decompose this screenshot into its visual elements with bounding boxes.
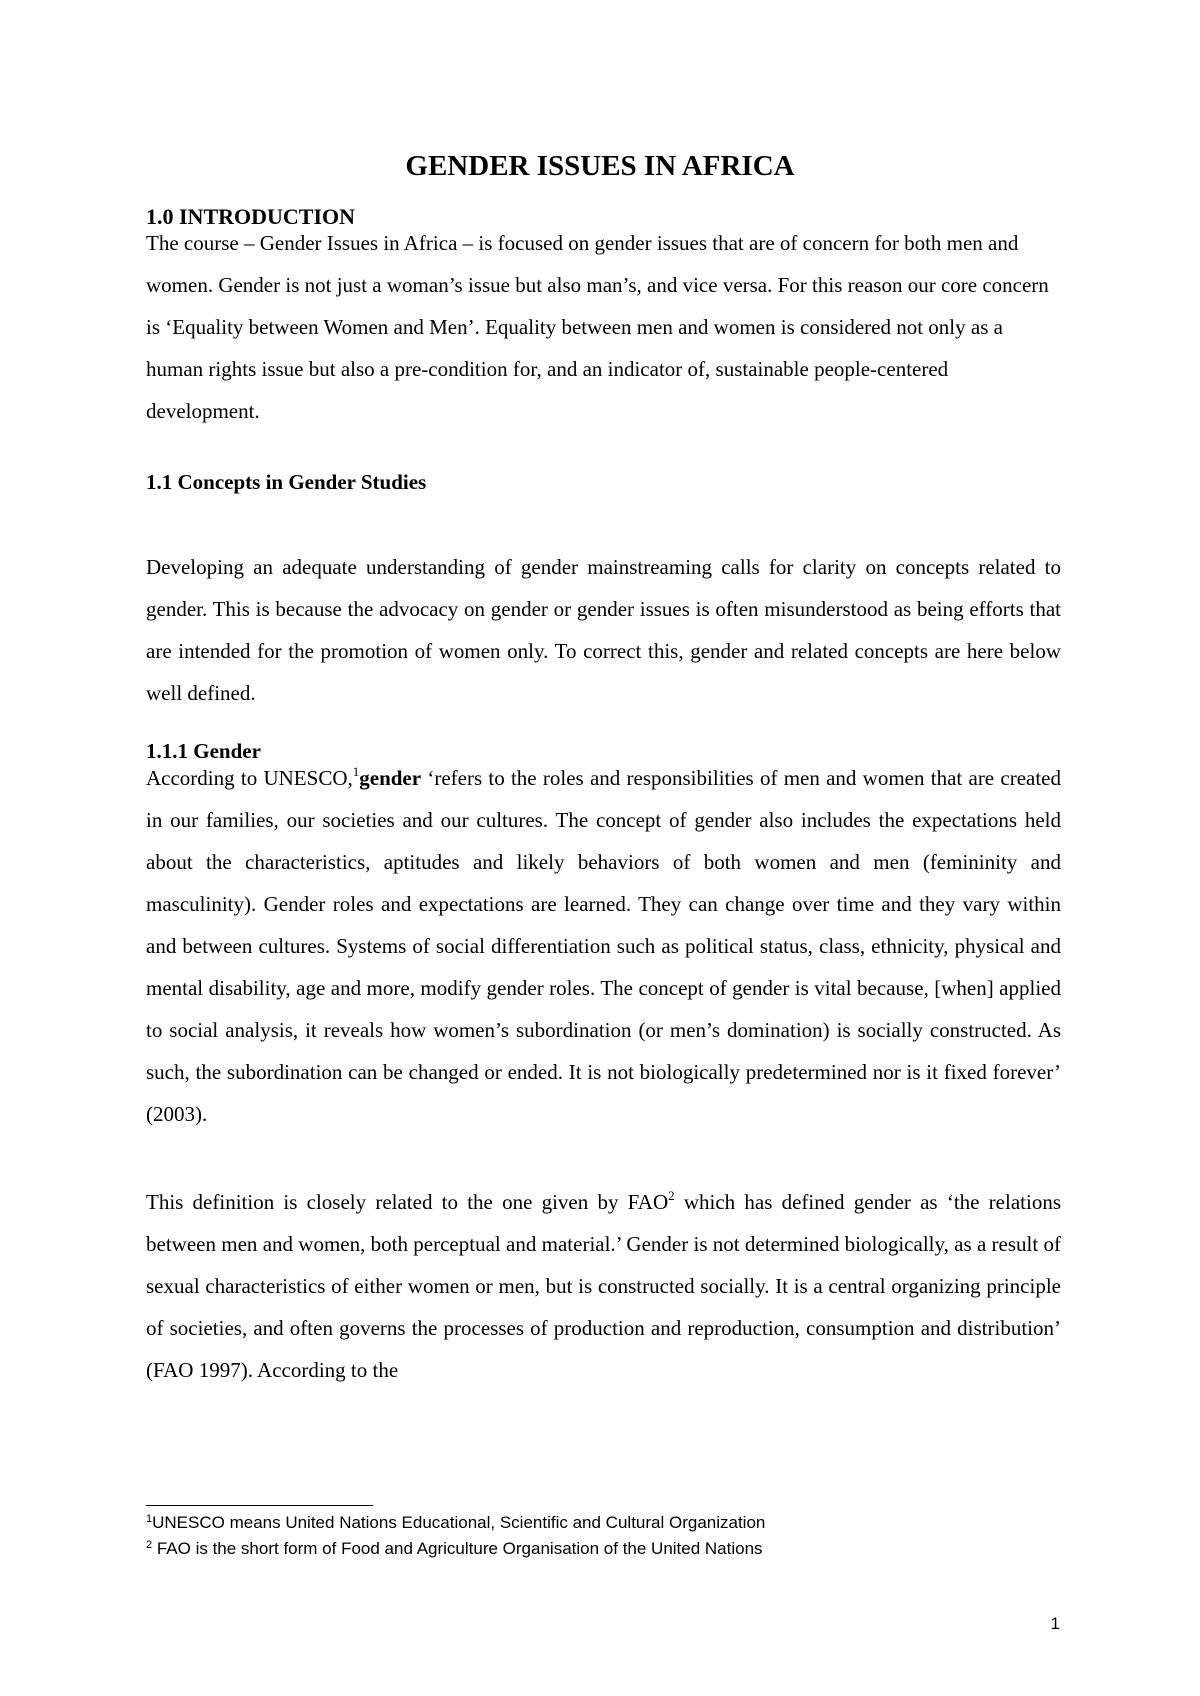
gender-p2-rest: which has defined gender as ‘the relations between men and women, both perceptual and material.’ Gender is not determined biologically, as a result of sexual characteristics of either women or men, but is constructed socially. It is a central organizing principle of societies, and often governs the processes of production and reproduction, consumption and distribution’ (FAO 1997). According to the [146, 1190, 1061, 1382]
gender-p2-lead: This definition is closely related to the one given by FAO [146, 1190, 669, 1214]
gender-term: gender [359, 766, 422, 790]
footnote-2-text: FAO is the short form of Food and Agriculture Organisation of the United Nations [152, 1539, 763, 1558]
page-number: 1 [1050, 1614, 1060, 1633]
footnote-ref-2[interactable]: 2 [668, 1188, 675, 1203]
footnote-1-marker: 1 [146, 1513, 153, 1525]
section-heading-gender: 1.1.1 Gender [146, 739, 261, 763]
section-heading-concepts: 1.1 Concepts in Gender Studies [146, 470, 427, 494]
fao-definition-paragraph [146, 1181, 1061, 1391]
introduction-paragraph [146, 222, 1061, 432]
footnote-2 [146, 1536, 1046, 1562]
gender-p1-lead: According to UNESCO, [146, 766, 353, 790]
concepts-paragraph [146, 546, 1061, 714]
footnote-1 [146, 1510, 1046, 1536]
footnote-2-marker: 2 [146, 1539, 153, 1551]
document-title: GENDER ISSUES IN AFRICA [405, 150, 795, 182]
section-heading-introduction: 1.0 INTRODUCTION [146, 204, 356, 229]
concepts-text: Developing an adequate understanding of gender mainstreaming calls for clarity on concepts related to gender. This is because the advocacy on gender or gender issues is often misunderstood as being efforts that are intended for the promotion of women only. To correct this, gender and related concepts are here below well defined. [146, 555, 1061, 705]
footnote-1-text: UNESCO means United Nations Educational, Scientific and Cultural Organization [152, 1513, 766, 1532]
footnote-ref-1[interactable]: 1 [352, 764, 360, 779]
introduction-text: The course – Gender Issues in Africa – is focused on gender issues that are of concern for both men and women. Gender is not just a woman’s issue but also man’s, and vice versa. For this reason our core concern is ‘Equality between Women and Men’. Equality between men and women is considered not only as a human rights issue but also a pre-condition for, and an indicator of, sustainable people-centered development. [146, 231, 1049, 423]
gender-p1-rest: ‘refers to the roles and responsibilities of men and women that are created in our families, our societies and our cultures. The concept of gender also includes the expectations held about the characteristics, aptitudes and likely behaviors of both women and men (femininity and masculinity). Gender roles and expectations are learned. They can change over time and they vary within and between cultures. Systems of social differentiation such as political status, class, ethnicity, physical and mental disability, age and more, modify gender roles. The concept of gender is vital because, [when] applied to social analysis, it reveals how women’s subordination (or men’s domination) is socially constructed. As such, the subordination can be changed or ended. It is not biologically predetermined nor is it fixed forever’ (2003). [146, 766, 1061, 1126]
footnote-separator [146, 1505, 373, 1506]
gender-definition-paragraph [146, 757, 1061, 1135]
footnotes [146, 1510, 1046, 1562]
